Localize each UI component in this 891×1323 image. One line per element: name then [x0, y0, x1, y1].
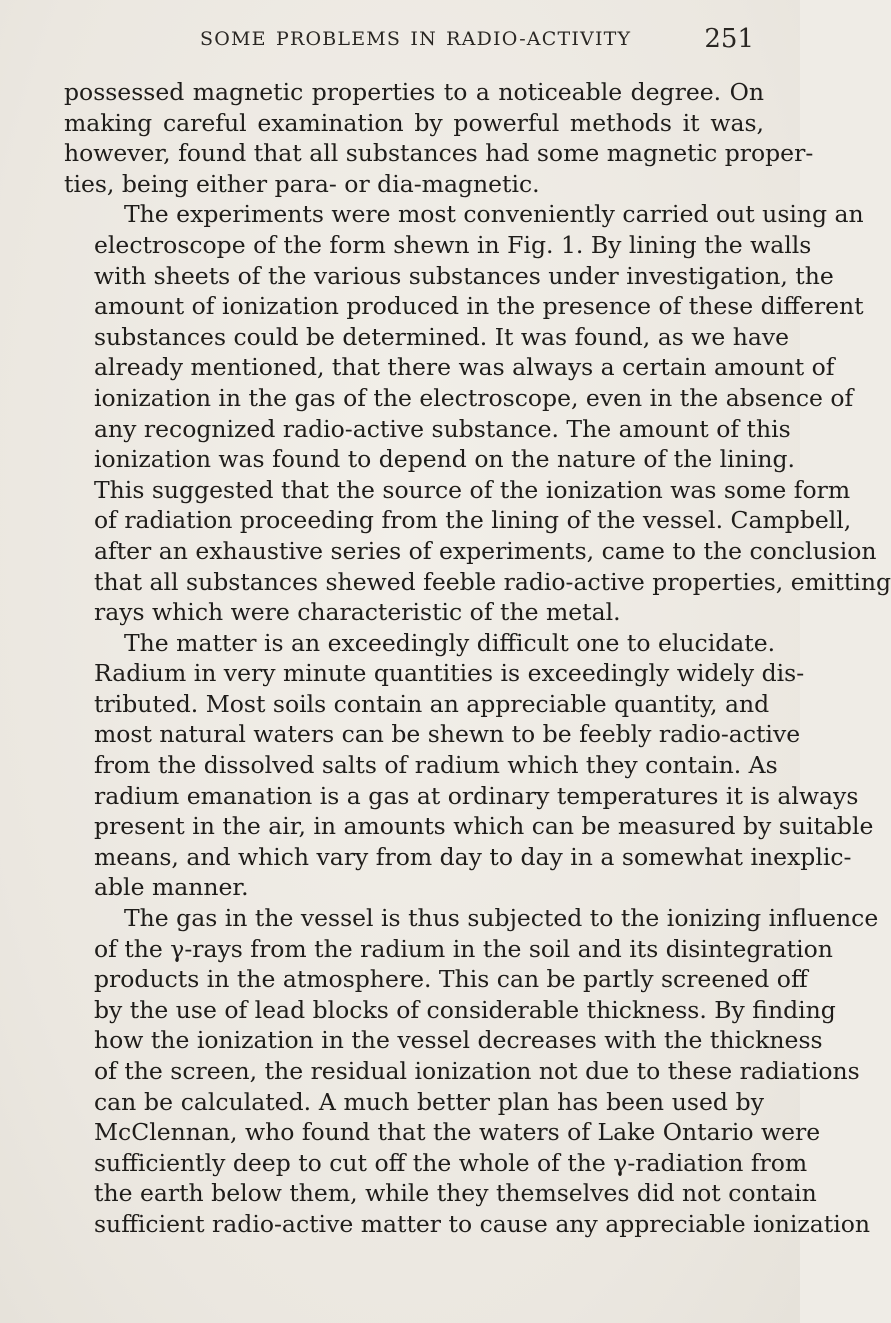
text-line: the earth below them, while they themselves did not contain — [94, 1179, 817, 1208]
paragraph — [64, 628, 874, 903]
page-number: 251 — [704, 24, 754, 54]
text-line: after an exhaustive series of experiments, came to the conclusion — [94, 536, 877, 565]
text-line: of radiation proceeding from the lining of the vessel. Campbell, — [94, 506, 852, 535]
running-head — [64, 20, 760, 60]
text-line: ionization was found to depend on the nature of the lining. — [94, 445, 795, 474]
text-line: The matter is an exceedingly difficult one to elucidate. — [124, 628, 776, 657]
text-line: means, and which vary from day to day in a somewhat inexplic- — [94, 842, 852, 871]
text-line: any recognized radio-active substance. The amount of this — [94, 414, 791, 443]
paragraph — [64, 199, 891, 627]
text-line: radium emanation is a gas at ordinary temperatures it is always — [94, 781, 859, 810]
text-line: already mentioned, that there was always a certain amount of — [94, 353, 835, 382]
text-line: products in the atmosphere. This can be partly screened off — [94, 965, 808, 994]
paragraph — [64, 903, 879, 1240]
text-line: can be calculated. A much better plan has been used by — [94, 1087, 764, 1116]
text-line: substances could be determined. It was found, as we have — [94, 322, 790, 351]
text-line: sufficient radio-active matter to cause any appreciable ionization — [94, 1209, 871, 1238]
text-line: tributed. Most soils contain an appreciable quantity, and — [94, 689, 770, 718]
text-line: however, found that all substances had some magnetic proper- — [64, 139, 814, 168]
text-line: with sheets of the various substances under investigation, the — [94, 261, 834, 290]
text-line: of the γ-rays from the radium in the soil and its disintegration — [94, 934, 833, 963]
text-line: The gas in the vessel is thus subjected to the ionizing influence — [124, 904, 879, 933]
text-line: how the ionization in the vessel decreases with the thickness — [94, 1026, 823, 1055]
text-line: from the dissolved salts of radium which they contain. As — [94, 751, 778, 780]
running-title: SOME PROBLEMS IN RADIO-ACTIVITY — [200, 28, 632, 50]
text-line: able manner. — [94, 873, 249, 902]
text-line: ties, being either para- or dia-magnetic. — [64, 169, 540, 198]
text-line: possessed magnetic properties to a noticeable degree. On — [64, 78, 764, 106]
text-line: by the use of lead blocks of considerable thickness. By finding — [94, 995, 836, 1024]
text-line: amount of ionization produced in the presence of these different — [94, 292, 864, 321]
text-line: most natural waters can be shewn to be feebly radio-active — [94, 720, 801, 749]
text-line: The experiments were most conveniently carried out using an — [124, 200, 864, 229]
paragraph — [64, 77, 814, 199]
text-line: ionization in the gas of the electroscope, even in the absence of — [94, 383, 854, 412]
text-line: Radium in very minute quantities is exceedingly widely dis- — [94, 659, 805, 688]
text-line: This suggested that the source of the ionization was some form — [94, 475, 851, 504]
text-line: making careful examination by powerful methods it was, — [64, 108, 764, 137]
text-line: electroscope of the form shewn in Fig. 1. By lining the walls — [94, 230, 812, 259]
text-line: present in the air, in amounts which can be measured by suitable — [94, 812, 874, 841]
body-text — [64, 77, 891, 1240]
text-line: of the screen, the residual ionization not due to these radiations — [94, 1057, 860, 1085]
text-line: rays which were characteristic of the metal. — [94, 598, 621, 627]
text-line: McClennan, who found that the waters of Lake Ontario were — [94, 1118, 821, 1147]
text-line: sufficiently deep to cut off the whole of the γ-radiation from — [94, 1148, 808, 1177]
text-line: that all substances shewed feeble radio-active properties, emitting — [94, 567, 891, 596]
